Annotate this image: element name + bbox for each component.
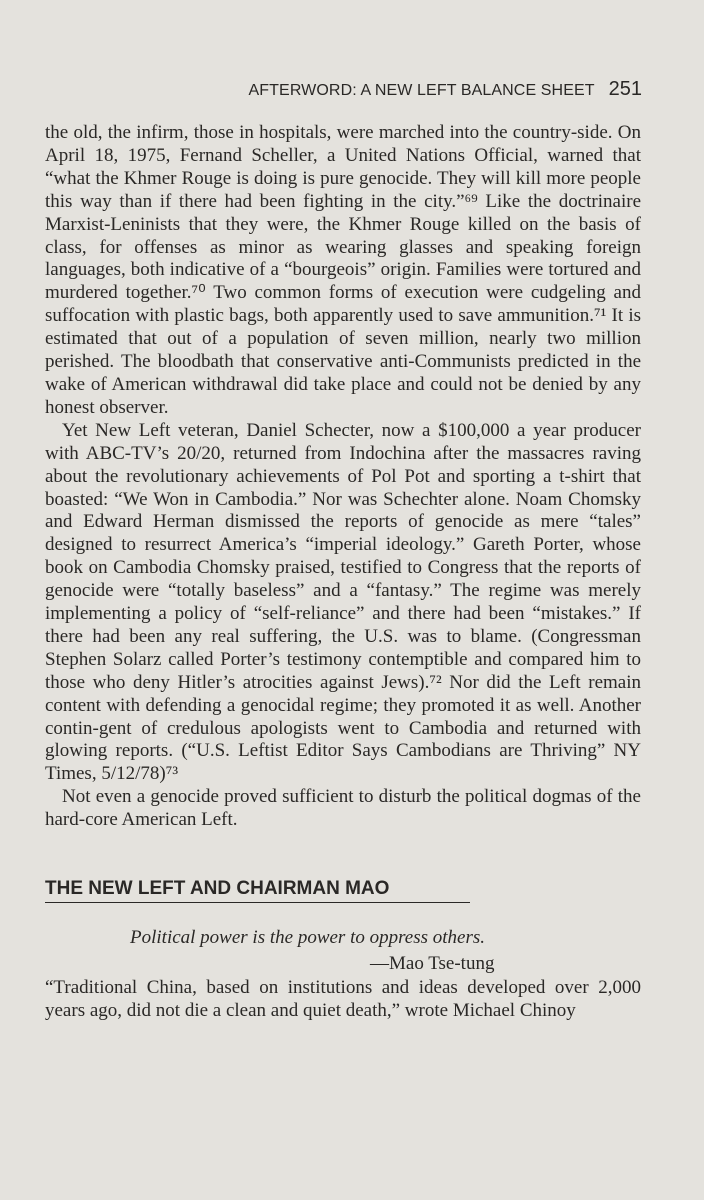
running-title: AFTERWORD: A NEW LEFT BALANCE SHEET <box>248 82 595 99</box>
section-spacer <box>45 832 641 878</box>
running-head <box>249 78 642 101</box>
body-text <box>45 122 641 1023</box>
page-number: 251 <box>608 78 642 100</box>
epigraph <box>45 925 641 977</box>
paragraph: Yet New Left veteran, Daniel Schecter, now a $100,000 a year producer with ABC-TV’s 20/20, returned from Indochina after the massacres raving about the revolutionary achievements of Pol Pot and sporting a t-shirt that boasted: “We Won in Cambodia.” Nor was Schechter alone. Noam Chomsky and Edward Herman dismissed the reports of genocide as mere “tales” designed to resurrect America’s “imperial ideology.” Gareth Porter, whose book on Cambodia Chomsky praised, testified to Congress that the reports of genocide were “totally baseless” and a “fantasy.” The regime was merely implementing a policy of “self-reliance” and there had been “mistakes.” If there had been any real suffering, the U.S. was to blame. (Congressman Stephen Solarz called Porter’s testimony contemptible and compared him to those who deny Hitler’s atrocities against Jews).⁷² Nor did the Left remain content with defending a genocidal regime; they promoted it as well. Another contin-gent of credulous apologists went to Cambodia and returned with glowing reports. (“U.S. Leftist Editor Says Cambodians are Thriving” NY Times, 5/12/78)⁷³ <box>45 419 641 785</box>
epigraph-attribution: —Mao Tse-tung <box>370 953 495 975</box>
section-opening-paragraph: “Traditional China, based on institutions and ideas developed over 2,000 years ago, did not die a clean and quiet death,” wrote Michael Chinoy <box>45 977 641 1021</box>
epigraph-quote: Political power is the power to oppress others. <box>130 927 486 949</box>
paragraph: Not even a genocide proved sufficient to disturb the political dogmas of the hard-core American Left. <box>45 786 641 831</box>
paragraph-continued: the old, the infirm, those in hospitals, were marched into the country-side. On April 18, 1975, Fernand Scheller, a United Nations Official, warned that “what the Khmer Rouge is doing is pure genocide. They will kill more people this way than if there had been fighting in the city.”⁶⁹ Like the doctrinaire Marxist-Leninists that they were, the Khmer Rouge killed on the basis of class, for offenses as minor as wearing glasses and speaking foreign languages, both indicative of a “bourgeois” origin. Families were tortured and murdered together.⁷⁰ Two common forms of execution were cudgeling and suffocation with plastic bags, both apparently used to save ammunition.⁷¹ It is estimated that out of a population of seven million, nearly two million perished. The bloodbath that conservative anti-Communists predicted in the wake of American withdrawal did take place and could not be denied by any honest observer. <box>45 122 641 418</box>
section-heading: THE NEW LEFT AND CHAIRMAN MAO <box>45 878 470 903</box>
